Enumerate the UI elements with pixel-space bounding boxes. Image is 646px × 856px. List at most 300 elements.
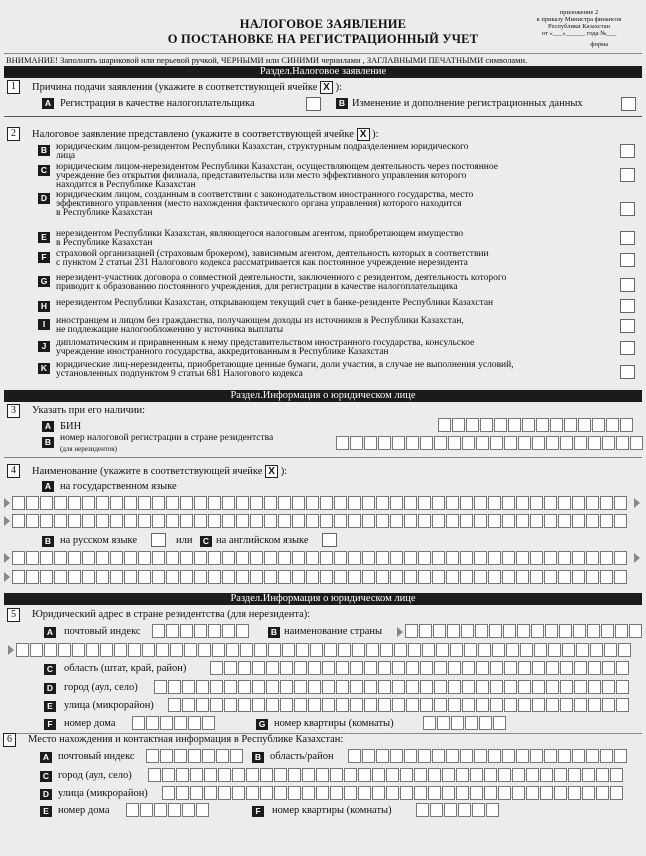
char-cell[interactable] bbox=[54, 551, 67, 565]
char-cell[interactable] bbox=[600, 551, 613, 565]
char-cell[interactable] bbox=[390, 570, 403, 584]
char-cell[interactable] bbox=[531, 624, 544, 638]
char-cell[interactable] bbox=[489, 624, 502, 638]
char-cell[interactable] bbox=[226, 643, 239, 657]
char-cell[interactable] bbox=[202, 716, 215, 730]
char-cell[interactable] bbox=[264, 570, 277, 584]
char-cell[interactable] bbox=[224, 680, 237, 694]
char-cell[interactable] bbox=[160, 716, 173, 730]
char-cell[interactable] bbox=[404, 749, 417, 763]
char-cell[interactable] bbox=[222, 570, 235, 584]
char-cell[interactable] bbox=[466, 418, 479, 432]
char-cell[interactable] bbox=[572, 749, 585, 763]
char-cell[interactable] bbox=[274, 768, 287, 782]
char-cell[interactable] bbox=[614, 749, 627, 763]
char-cell[interactable] bbox=[494, 418, 507, 432]
char-cell[interactable] bbox=[490, 680, 503, 694]
char-cell[interactable] bbox=[348, 496, 361, 510]
q3-tax-reg-cells[interactable] bbox=[336, 436, 644, 450]
char-cell[interactable] bbox=[376, 749, 389, 763]
char-cell[interactable] bbox=[614, 551, 627, 565]
char-cell[interactable] bbox=[196, 680, 209, 694]
char-cell[interactable] bbox=[348, 570, 361, 584]
char-cell[interactable] bbox=[292, 514, 305, 528]
char-cell[interactable] bbox=[502, 514, 515, 528]
char-cell[interactable] bbox=[414, 786, 427, 800]
char-cell[interactable] bbox=[618, 643, 631, 657]
char-cell[interactable] bbox=[138, 496, 151, 510]
char-cell[interactable] bbox=[336, 436, 349, 450]
char-cell[interactable] bbox=[446, 496, 459, 510]
char-cell[interactable] bbox=[132, 716, 145, 730]
char-cell[interactable] bbox=[232, 786, 245, 800]
char-cell[interactable] bbox=[614, 496, 627, 510]
char-cell[interactable] bbox=[288, 786, 301, 800]
char-cell[interactable] bbox=[110, 551, 123, 565]
char-cell[interactable] bbox=[476, 680, 489, 694]
char-cell[interactable] bbox=[614, 514, 627, 528]
char-cell[interactable] bbox=[536, 418, 549, 432]
char-cell[interactable] bbox=[601, 624, 614, 638]
char-cell[interactable] bbox=[504, 680, 517, 694]
char-cell[interactable] bbox=[176, 786, 189, 800]
char-cell[interactable] bbox=[530, 496, 543, 510]
char-cell[interactable] bbox=[518, 661, 531, 675]
char-cell[interactable] bbox=[210, 698, 223, 712]
char-cell[interactable] bbox=[504, 436, 517, 450]
char-cell[interactable] bbox=[160, 749, 173, 763]
char-cell[interactable] bbox=[578, 418, 591, 432]
char-cell[interactable] bbox=[208, 570, 221, 584]
char-cell[interactable] bbox=[488, 514, 501, 528]
char-cell[interactable] bbox=[438, 418, 451, 432]
char-cell[interactable] bbox=[204, 768, 217, 782]
char-cell[interactable] bbox=[82, 551, 95, 565]
char-cell[interactable] bbox=[460, 749, 473, 763]
char-cell[interactable] bbox=[517, 624, 530, 638]
char-cell[interactable] bbox=[362, 749, 375, 763]
char-cell[interactable] bbox=[320, 514, 333, 528]
char-cell[interactable] bbox=[574, 661, 587, 675]
char-cell[interactable] bbox=[588, 698, 601, 712]
char-cell[interactable] bbox=[288, 768, 301, 782]
char-cell[interactable] bbox=[224, 698, 237, 712]
char-cell[interactable] bbox=[406, 661, 419, 675]
char-cell[interactable] bbox=[362, 514, 375, 528]
char-cell[interactable] bbox=[502, 496, 515, 510]
char-cell[interactable] bbox=[128, 643, 141, 657]
char-cell[interactable] bbox=[196, 803, 209, 817]
char-cell[interactable] bbox=[428, 768, 441, 782]
char-cell[interactable] bbox=[516, 551, 529, 565]
char-cell[interactable] bbox=[362, 570, 375, 584]
char-cell[interactable] bbox=[26, 551, 39, 565]
char-cell[interactable] bbox=[266, 698, 279, 712]
char-cell[interactable] bbox=[476, 436, 489, 450]
char-cell[interactable] bbox=[162, 768, 175, 782]
char-cell[interactable] bbox=[26, 514, 39, 528]
char-cell[interactable] bbox=[606, 418, 619, 432]
char-cell[interactable] bbox=[532, 698, 545, 712]
char-cell[interactable] bbox=[416, 803, 429, 817]
char-cell[interactable] bbox=[476, 698, 489, 712]
char-cell[interactable] bbox=[404, 570, 417, 584]
char-cell[interactable] bbox=[254, 643, 267, 657]
char-cell[interactable] bbox=[44, 643, 57, 657]
char-cell[interactable] bbox=[532, 661, 545, 675]
char-cell[interactable] bbox=[560, 698, 573, 712]
char-cell[interactable] bbox=[420, 436, 433, 450]
char-cell[interactable] bbox=[564, 418, 577, 432]
char-cell[interactable] bbox=[308, 680, 321, 694]
char-cell[interactable] bbox=[194, 551, 207, 565]
char-cell[interactable] bbox=[448, 698, 461, 712]
char-cell[interactable] bbox=[434, 680, 447, 694]
char-cell[interactable] bbox=[344, 768, 357, 782]
char-cell[interactable] bbox=[460, 514, 473, 528]
q2-option-checkbox[interactable] bbox=[620, 253, 635, 267]
char-cell[interactable] bbox=[68, 570, 81, 584]
char-cell[interactable] bbox=[476, 661, 489, 675]
char-cell[interactable] bbox=[498, 786, 511, 800]
char-cell[interactable] bbox=[576, 643, 589, 657]
char-cell[interactable] bbox=[503, 624, 516, 638]
char-cell[interactable] bbox=[390, 496, 403, 510]
char-cell[interactable] bbox=[378, 436, 391, 450]
char-cell[interactable] bbox=[488, 749, 501, 763]
char-cell[interactable] bbox=[544, 570, 557, 584]
q6-postal-code-cells[interactable] bbox=[146, 749, 244, 763]
char-cell[interactable] bbox=[348, 551, 361, 565]
char-cell[interactable] bbox=[610, 768, 623, 782]
char-cell[interactable] bbox=[292, 496, 305, 510]
char-cell[interactable] bbox=[474, 514, 487, 528]
char-cell[interactable] bbox=[586, 496, 599, 510]
q4-state-name-row1-cells[interactable] bbox=[12, 496, 628, 510]
char-cell[interactable] bbox=[602, 661, 615, 675]
char-cell[interactable] bbox=[461, 624, 474, 638]
char-cell[interactable] bbox=[484, 768, 497, 782]
char-cell[interactable] bbox=[544, 551, 557, 565]
char-cell[interactable] bbox=[138, 570, 151, 584]
char-cell[interactable] bbox=[252, 698, 265, 712]
char-cell[interactable] bbox=[462, 698, 475, 712]
char-cell[interactable] bbox=[452, 418, 465, 432]
char-cell[interactable] bbox=[180, 496, 193, 510]
char-cell[interactable] bbox=[432, 749, 445, 763]
char-cell[interactable] bbox=[462, 661, 475, 675]
char-cell[interactable] bbox=[202, 749, 215, 763]
char-cell[interactable] bbox=[264, 496, 277, 510]
char-cell[interactable] bbox=[334, 570, 347, 584]
char-cell[interactable] bbox=[532, 436, 545, 450]
char-cell[interactable] bbox=[588, 661, 601, 675]
q2-option-checkbox[interactable] bbox=[620, 202, 635, 216]
char-cell[interactable] bbox=[58, 643, 71, 657]
char-cell[interactable] bbox=[194, 514, 207, 528]
char-cell[interactable] bbox=[530, 514, 543, 528]
char-cell[interactable] bbox=[308, 661, 321, 675]
char-cell[interactable] bbox=[405, 624, 418, 638]
char-cell[interactable] bbox=[530, 749, 543, 763]
char-cell[interactable] bbox=[506, 643, 519, 657]
char-cell[interactable] bbox=[458, 803, 471, 817]
char-cell[interactable] bbox=[250, 496, 263, 510]
char-cell[interactable] bbox=[238, 698, 251, 712]
char-cell[interactable] bbox=[188, 716, 201, 730]
char-cell[interactable] bbox=[460, 570, 473, 584]
char-cell[interactable] bbox=[292, 570, 305, 584]
char-cell[interactable] bbox=[498, 768, 511, 782]
char-cell[interactable] bbox=[404, 496, 417, 510]
q6-city-cells[interactable] bbox=[148, 768, 624, 782]
char-cell[interactable] bbox=[434, 436, 447, 450]
char-cell[interactable] bbox=[602, 698, 615, 712]
char-cell[interactable] bbox=[280, 661, 293, 675]
char-cell[interactable] bbox=[210, 680, 223, 694]
char-cell[interactable] bbox=[546, 698, 559, 712]
char-cell[interactable] bbox=[306, 514, 319, 528]
char-cell[interactable] bbox=[294, 680, 307, 694]
char-cell[interactable] bbox=[418, 496, 431, 510]
char-cell[interactable] bbox=[124, 570, 137, 584]
char-cell[interactable] bbox=[166, 570, 179, 584]
char-cell[interactable] bbox=[198, 643, 211, 657]
char-cell[interactable] bbox=[582, 768, 595, 782]
char-cell[interactable] bbox=[478, 643, 491, 657]
char-cell[interactable] bbox=[334, 496, 347, 510]
char-cell[interactable] bbox=[154, 803, 167, 817]
char-cell[interactable] bbox=[392, 436, 405, 450]
char-cell[interactable] bbox=[386, 786, 399, 800]
q5-country-cells[interactable] bbox=[405, 624, 643, 638]
char-cell[interactable] bbox=[502, 570, 515, 584]
char-cell[interactable] bbox=[302, 786, 315, 800]
char-cell[interactable] bbox=[218, 786, 231, 800]
q6-region-cells[interactable] bbox=[348, 749, 628, 763]
char-cell[interactable] bbox=[250, 551, 263, 565]
char-cell[interactable] bbox=[180, 570, 193, 584]
char-cell[interactable] bbox=[278, 570, 291, 584]
char-cell[interactable] bbox=[451, 716, 464, 730]
char-cell[interactable] bbox=[280, 680, 293, 694]
char-cell[interactable] bbox=[376, 514, 389, 528]
char-cell[interactable] bbox=[540, 768, 553, 782]
char-cell[interactable] bbox=[100, 643, 113, 657]
char-cell[interactable] bbox=[436, 643, 449, 657]
char-cell[interactable] bbox=[600, 514, 613, 528]
char-cell[interactable] bbox=[560, 661, 573, 675]
char-cell[interactable] bbox=[320, 496, 333, 510]
char-cell[interactable] bbox=[238, 661, 251, 675]
char-cell[interactable] bbox=[322, 680, 335, 694]
char-cell[interactable] bbox=[296, 643, 309, 657]
char-cell[interactable] bbox=[568, 768, 581, 782]
char-cell[interactable] bbox=[434, 661, 447, 675]
char-cell[interactable] bbox=[358, 768, 371, 782]
char-cell[interactable] bbox=[336, 698, 349, 712]
char-cell[interactable] bbox=[126, 803, 139, 817]
char-cell[interactable] bbox=[170, 643, 183, 657]
char-cell[interactable] bbox=[96, 496, 109, 510]
char-cell[interactable] bbox=[534, 643, 547, 657]
char-cell[interactable] bbox=[208, 551, 221, 565]
char-cell[interactable] bbox=[530, 570, 543, 584]
char-cell[interactable] bbox=[448, 436, 461, 450]
char-cell[interactable] bbox=[442, 768, 455, 782]
char-cell[interactable] bbox=[222, 514, 235, 528]
char-cell[interactable] bbox=[190, 786, 203, 800]
char-cell[interactable] bbox=[166, 624, 179, 638]
char-cell[interactable] bbox=[390, 551, 403, 565]
char-cell[interactable] bbox=[420, 698, 433, 712]
q2-option-checkbox[interactable] bbox=[620, 319, 635, 333]
char-cell[interactable] bbox=[559, 624, 572, 638]
q6-street-cells[interactable] bbox=[162, 786, 624, 800]
q5-apartment-cells[interactable] bbox=[423, 716, 507, 730]
char-cell[interactable] bbox=[480, 418, 493, 432]
char-cell[interactable] bbox=[350, 680, 363, 694]
char-cell[interactable] bbox=[390, 514, 403, 528]
char-cell[interactable] bbox=[208, 496, 221, 510]
char-cell[interactable] bbox=[190, 768, 203, 782]
char-cell[interactable] bbox=[166, 514, 179, 528]
char-cell[interactable] bbox=[222, 551, 235, 565]
char-cell[interactable] bbox=[472, 803, 485, 817]
char-cell[interactable] bbox=[587, 624, 600, 638]
char-cell[interactable] bbox=[418, 514, 431, 528]
char-cell[interactable] bbox=[372, 768, 385, 782]
q2-option-checkbox[interactable] bbox=[620, 144, 635, 158]
char-cell[interactable] bbox=[54, 570, 67, 584]
char-cell[interactable] bbox=[168, 680, 181, 694]
char-cell[interactable] bbox=[188, 749, 201, 763]
char-cell[interactable] bbox=[450, 643, 463, 657]
char-cell[interactable] bbox=[465, 716, 478, 730]
char-cell[interactable] bbox=[306, 570, 319, 584]
q2-option-checkbox[interactable] bbox=[620, 299, 635, 313]
char-cell[interactable] bbox=[418, 551, 431, 565]
char-cell[interactable] bbox=[586, 551, 599, 565]
char-cell[interactable] bbox=[68, 551, 81, 565]
char-cell[interactable] bbox=[292, 551, 305, 565]
char-cell[interactable] bbox=[530, 551, 543, 565]
char-cell[interactable] bbox=[238, 680, 251, 694]
char-cell[interactable] bbox=[236, 496, 249, 510]
char-cell[interactable] bbox=[364, 680, 377, 694]
char-cell[interactable] bbox=[174, 749, 187, 763]
char-cell[interactable] bbox=[302, 768, 315, 782]
char-cell[interactable] bbox=[544, 749, 557, 763]
char-cell[interactable] bbox=[475, 624, 488, 638]
char-cell[interactable] bbox=[386, 768, 399, 782]
char-cell[interactable] bbox=[152, 624, 165, 638]
char-cell[interactable] bbox=[600, 570, 613, 584]
char-cell[interactable] bbox=[432, 496, 445, 510]
char-cell[interactable] bbox=[230, 749, 243, 763]
char-cell[interactable] bbox=[504, 661, 517, 675]
char-cell[interactable] bbox=[582, 786, 595, 800]
char-cell[interactable] bbox=[184, 643, 197, 657]
char-cell[interactable] bbox=[364, 661, 377, 675]
char-cell[interactable] bbox=[418, 570, 431, 584]
char-cell[interactable] bbox=[392, 661, 405, 675]
char-cell[interactable] bbox=[446, 551, 459, 565]
char-cell[interactable] bbox=[430, 803, 443, 817]
char-cell[interactable] bbox=[246, 786, 259, 800]
char-cell[interactable] bbox=[330, 768, 343, 782]
char-cell[interactable] bbox=[146, 749, 159, 763]
char-cell[interactable] bbox=[486, 803, 499, 817]
char-cell[interactable] bbox=[394, 643, 407, 657]
char-cell[interactable] bbox=[540, 786, 553, 800]
char-cell[interactable] bbox=[558, 749, 571, 763]
char-cell[interactable] bbox=[518, 680, 531, 694]
char-cell[interactable] bbox=[484, 786, 497, 800]
char-cell[interactable] bbox=[518, 436, 531, 450]
char-cell[interactable] bbox=[434, 698, 447, 712]
char-cell[interactable] bbox=[168, 803, 181, 817]
char-cell[interactable] bbox=[216, 749, 229, 763]
char-cell[interactable] bbox=[224, 661, 237, 675]
char-cell[interactable] bbox=[310, 643, 323, 657]
q1-option-b-checkbox[interactable] bbox=[621, 97, 636, 111]
char-cell[interactable] bbox=[490, 436, 503, 450]
char-cell[interactable] bbox=[236, 514, 249, 528]
char-cell[interactable] bbox=[376, 570, 389, 584]
char-cell[interactable] bbox=[516, 570, 529, 584]
char-cell[interactable] bbox=[428, 786, 441, 800]
char-cell[interactable] bbox=[423, 716, 436, 730]
char-cell[interactable] bbox=[516, 749, 529, 763]
char-cell[interactable] bbox=[152, 514, 165, 528]
char-cell[interactable] bbox=[306, 496, 319, 510]
char-cell[interactable] bbox=[26, 496, 39, 510]
char-cell[interactable] bbox=[152, 551, 165, 565]
q5-country-row2-cells[interactable] bbox=[16, 643, 632, 657]
char-cell[interactable] bbox=[86, 643, 99, 657]
char-cell[interactable] bbox=[504, 698, 517, 712]
char-cell[interactable] bbox=[26, 570, 39, 584]
char-cell[interactable] bbox=[544, 514, 557, 528]
char-cell[interactable] bbox=[96, 570, 109, 584]
char-cell[interactable] bbox=[68, 496, 81, 510]
char-cell[interactable] bbox=[448, 661, 461, 675]
char-cell[interactable] bbox=[392, 680, 405, 694]
char-cell[interactable] bbox=[82, 496, 95, 510]
char-cell[interactable] bbox=[419, 624, 432, 638]
char-cell[interactable] bbox=[96, 514, 109, 528]
q4-russian-checkbox[interactable] bbox=[151, 533, 166, 547]
char-cell[interactable] bbox=[278, 496, 291, 510]
char-cell[interactable] bbox=[474, 551, 487, 565]
char-cell[interactable] bbox=[138, 551, 151, 565]
char-cell[interactable] bbox=[12, 496, 25, 510]
char-cell[interactable] bbox=[182, 803, 195, 817]
char-cell[interactable] bbox=[114, 643, 127, 657]
q4-ru-en-name-row1-cells[interactable] bbox=[12, 551, 628, 565]
char-cell[interactable] bbox=[246, 768, 259, 782]
char-cell[interactable] bbox=[334, 514, 347, 528]
char-cell[interactable] bbox=[546, 436, 559, 450]
char-cell[interactable] bbox=[558, 551, 571, 565]
char-cell[interactable] bbox=[492, 643, 505, 657]
char-cell[interactable] bbox=[82, 514, 95, 528]
char-cell[interactable] bbox=[322, 661, 335, 675]
q5-postal-code-cells[interactable] bbox=[152, 624, 250, 638]
q2-option-checkbox[interactable] bbox=[620, 231, 635, 245]
char-cell[interactable] bbox=[148, 768, 161, 782]
